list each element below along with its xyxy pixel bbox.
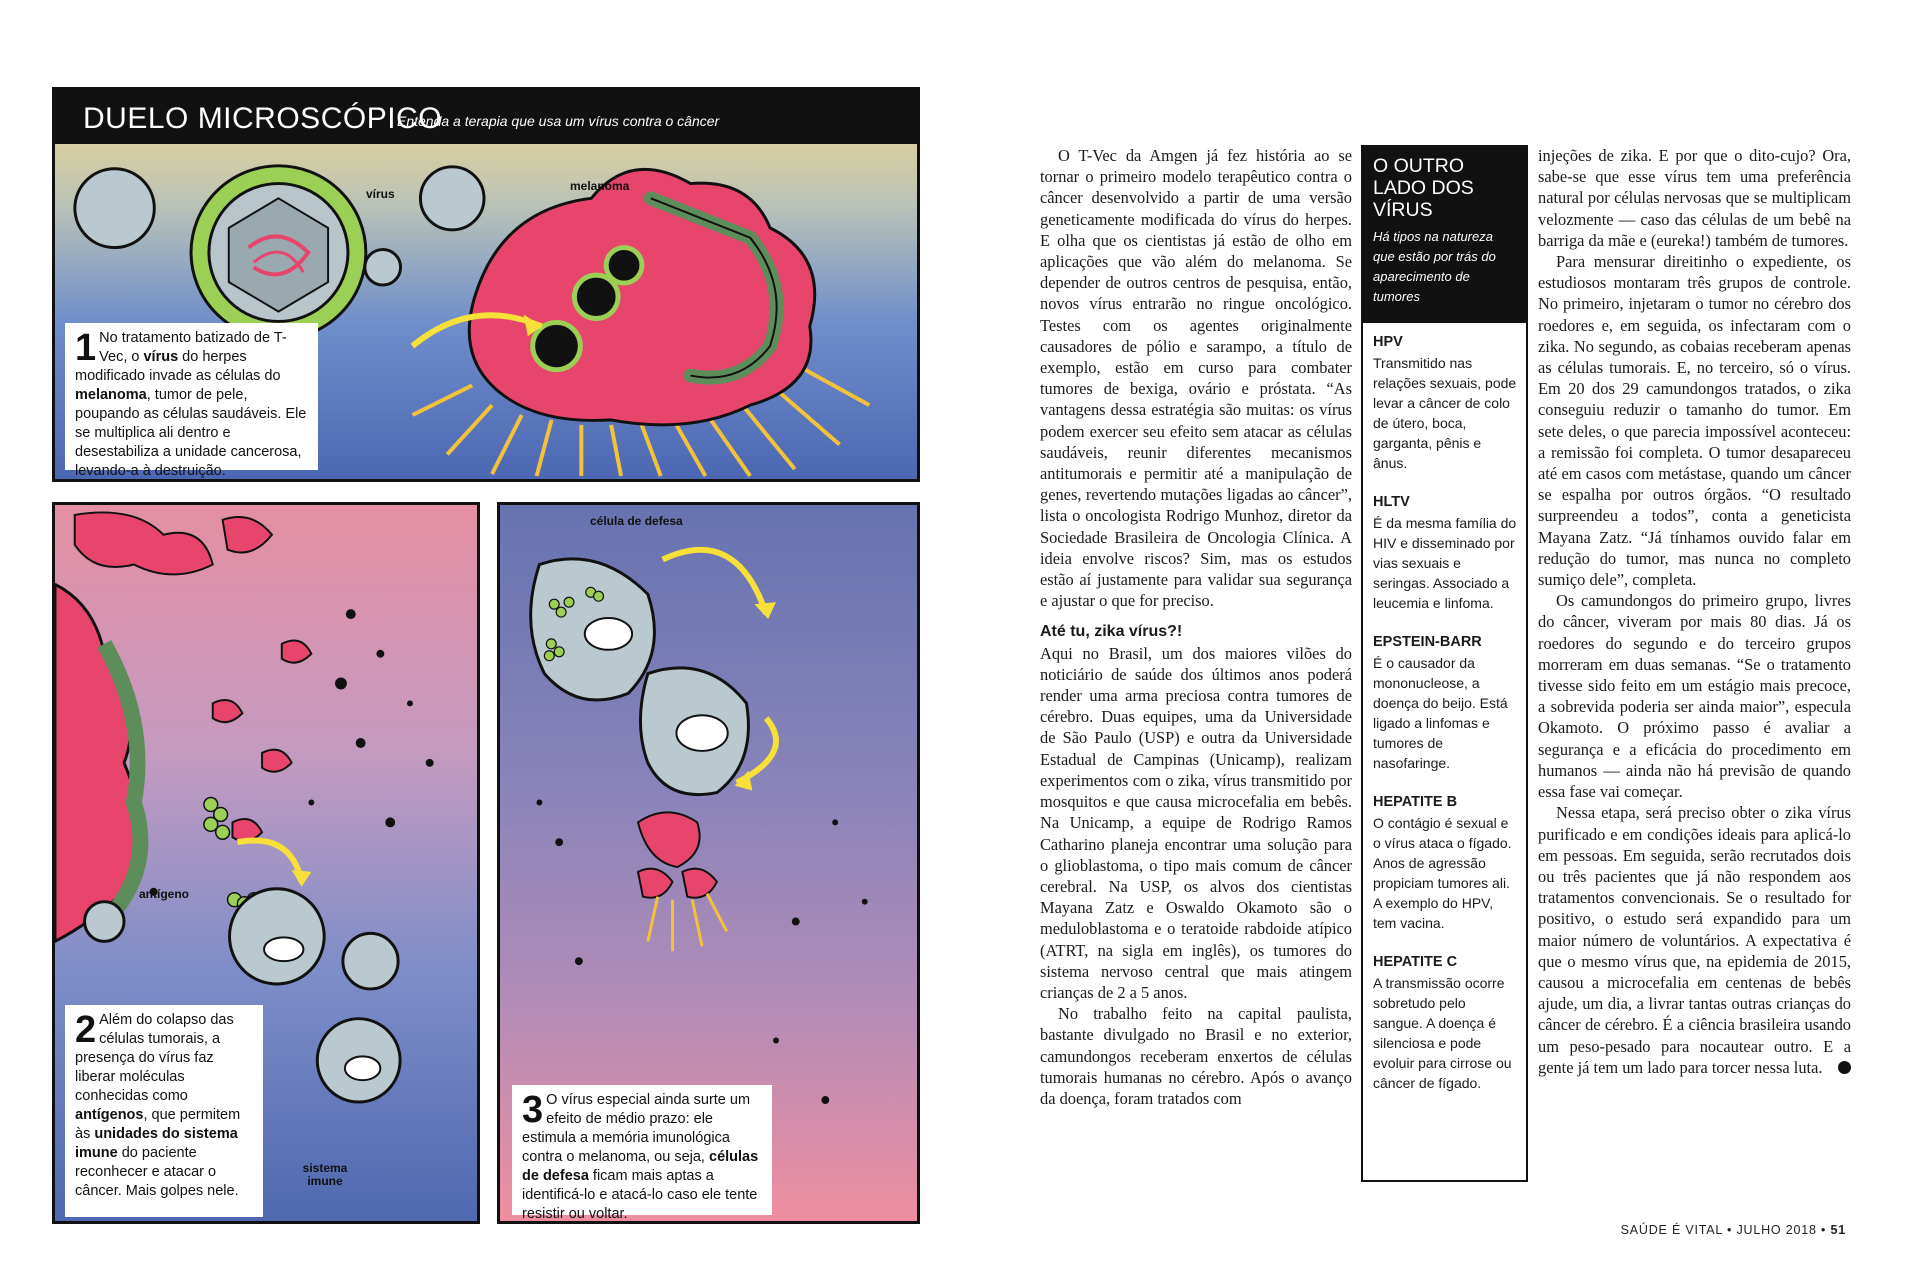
issue-date: JULHO 2018	[1736, 1223, 1817, 1237]
virus-description: Transmitido nas relações sexuais, pode levar a câncer de colo de útero, boca, garganta, pênis e ânus.	[1373, 355, 1517, 471]
virus-name: HEPATITE C	[1373, 954, 1458, 970]
sidebar-item	[1373, 333, 1518, 473]
panel-1-caption-text	[75, 327, 307, 479]
infographic-header	[55, 90, 917, 144]
step-number: 1	[75, 327, 97, 369]
sidebar-header	[1363, 147, 1526, 323]
article-paragraph: O T-Vec da Amgen já fez história ao se tornar o primeiro modelo terapêutico contra o câncer desenvolvido a partir de uma versão geneticamente modificada do vírus do herpes. E olha que os cientistas já estão de olho em aplicações que vão além do melanoma. Se depender de outros centros de pesquisa, então, novos vírus entrarão no ringue oncológico. Testes com os agentes originalmente causadores de pólio e sarampo, a título de exemplo, estão em curso para combater tumores de bexiga, ovário e próstata. “As vantagens dessa estratégia são muitas: os vírus podem exercer seu efeito sem atacar as células saudáveis, reunir diferentes mecanismos antitumorais e permitir até a manipulação de genes, revertendo mutações ligadas ao câncer”, lista o oncologista Rodrigo Munhoz, diretor da Sociedade Brasileira de Oncologia Clínica. A ideia envolve riscos? Sim, mas os estudos estão aí justamente para validar sua segurança e ajustar o que for preciso.	[1040, 146, 1352, 611]
panel-2-caption	[65, 1005, 263, 1217]
sidebar-item	[1373, 793, 1518, 933]
article-paragraph: injeções de zika. E por que o dito-cujo? Ora, sabe-se que esse vírus tem uma preferência natural por células nervosas que se multiplicam velozmente — caso das células de um bebê na barriga da mãe e (eureka!) também de tumores.	[1538, 146, 1851, 250]
antigen-cluster	[204, 798, 261, 911]
caption-text: do herpes modificado invade as células do	[75, 349, 281, 384]
separator-bullet: •	[1727, 1223, 1733, 1237]
defense-cell-label: célula de defesa	[590, 514, 683, 528]
sidebar-box	[1361, 145, 1528, 1182]
step-number: 2	[75, 1009, 97, 1051]
caption-emphasis: antígenos	[75, 1107, 144, 1123]
virus-label: vírus	[366, 187, 395, 201]
caption-text: O vírus especial ainda surte um efeito de médio prazo: ele estimula a memória imunológica contra o melanoma, ou seja,	[522, 1092, 751, 1165]
sidebar-subtitle: Há tipos na natureza que estão por trás do aparecimento de tumores	[1373, 229, 1496, 304]
caption-emphasis: unidades do sistema imune	[75, 1126, 238, 1161]
sidebar-item	[1373, 493, 1518, 613]
sidebar-title: O OUTRO LADO DOS VÍRUS	[1373, 155, 1474, 221]
virus-illustration	[191, 166, 366, 339]
panel-3-caption	[512, 1085, 772, 1222]
sidebar-item	[1373, 633, 1518, 773]
separator-bullet: •	[1821, 1223, 1827, 1237]
panel-1-caption	[65, 323, 318, 479]
end-mark-icon	[1838, 1061, 1851, 1074]
virus-description: É da mesma família do HIV e disseminado por vias sexuais e seringas. Associado a leucemia e linfoma.	[1373, 515, 1517, 611]
step-number: 3	[522, 1089, 544, 1131]
panel-2-caption-text	[75, 1009, 241, 1199]
defense-cells	[531, 559, 749, 795]
virus-description: O contágio é sexual e o vírus ataca o fígado. Anos de agressão propiciam tumores ali. A exemplo do HPV, tem vacina.	[1373, 815, 1512, 931]
magazine-name: SAÚDE É VITAL	[1620, 1223, 1723, 1237]
article-paragraph: No trabalho feito na capital paulista, bastante divulgado no Brasil e no exterior, camundongos receberam enxertos de células tumorais humanas no cérebro. Após o avanço da doença, foram tratados com	[1040, 1004, 1352, 1108]
virus-name: HPV	[1373, 334, 1403, 350]
melanoma-tumor	[413, 169, 870, 476]
virus-name: HLTV	[1373, 494, 1410, 510]
panel-3-caption-text	[522, 1089, 759, 1222]
infographic-title: DUELO MICROSCÓPICO	[83, 102, 443, 135]
article-subhead: Até tu, zika vírus?!	[1040, 623, 1183, 641]
caption-text: , que permitem às	[75, 1107, 241, 1142]
virus-description: A transmissão ocorre sobretudo pelo sangue. A doença é silenciosa e pode evoluir para cirrose ou câncer de fígado.	[1373, 975, 1512, 1091]
infographic-panel-2	[52, 502, 480, 1224]
virus-name: EPSTEIN-BARR	[1373, 634, 1482, 650]
caption-text: ficam mais aptas a identificá-lo e atacá-lo caso ele tente resistir ou voltar.	[522, 1168, 758, 1222]
virus-name: HEPATITE B	[1373, 794, 1458, 810]
sidebar-item	[1373, 953, 1518, 1093]
immune-system-label: sistema imune	[302, 1161, 348, 1188]
melanoma-label: melanoma	[570, 179, 630, 193]
article-paragraph	[1538, 802, 1851, 1078]
article-paragraph: Aqui no Brasil, um dos maiores vilões do noticiário de saúde dos últimos anos poderá render uma arma preciosa contra tumores de cérebro. Duas equipes, uma da Universidade de São Paulo (USP) e outra da Universidade Estadual de Campinas (Unicamp), realizam experimentos com o zika, vírus transmitido por mosquitos e que causa microcefalia em bebês. Na Unicamp, a equipe de Rodrigo Ramos Catharino planeja encontrar uma solução para o glioblastoma, o tipo mais comum de câncer cerebral. Na USP, os alvos dos cientistas Mayana Zatz e Oswaldo Okamoto são o meduloblastoma e o teratoide rabdoide atípico (ATRT, na sigla em inglês), os tumores do sistema nervoso central que mais atingem crianças de 2 a 5 anos.	[1040, 643, 1352, 1002]
infographic-panel-1	[52, 87, 920, 482]
article-column-1	[1040, 145, 1352, 1109]
sidebar-list	[1363, 323, 1526, 1093]
infographic-subtitle: Entenda a terapia que usa um vírus contra o câncer	[397, 113, 720, 129]
caption-emphasis: melanoma	[75, 387, 147, 403]
caption-text: , tumor de pele, poupando as células saudáveis. Ele se multiplica ali dentro e desestabiliza a unidade cancerosa, levando-a à destruição.	[75, 387, 307, 479]
caption-emphasis: células de defesa	[522, 1149, 759, 1184]
article-paragraph: Para mensurar direitinho o expediente, os estudiosos montaram três grupos de controle. No primeiro, injetaram o tumor no cérebro dos roedores e, em seguida, os infectaram com o zika. No segundo, as cobaias receberam apenas as células tumorais. E, no terceiro, só o vírus. Em 20 dos 29 camundongos tratados, o zika conseguiu reduzir o tamanho do tumor. Em sete deles, o que parecia impossível aconteceu: a remissão foi completa. O tumor desapareceu até em casos com metástase, quando um câncer se espalha por outros órgãos. “O resultado surpreendeu a todos”, conta a geneticista Mayana Zatz. “Já tínhamos ouvido falar em redução do tumor, mas nunca no completo sumiço dele”, completa.	[1538, 252, 1851, 590]
page-number: 51	[1830, 1223, 1846, 1237]
page-footer	[1621, 1223, 1846, 1237]
caption-text: Além do colapso das células tumorais, a presença do vírus faz liberar moléculas conhecidas como	[75, 1012, 234, 1104]
article-paragraph: Os camundongos do primeiro grupo, livres do câncer, viveram por mais 80 dias. Já os roedores do segundo e do terceiro grupos morreram em duas semanas. “Se o tratamento tivesse sido feito em um estágio mais precoce, a sobrevida poderia ser ainda maior”, especula Okamoto. O próximo passo é avaliar a segurança e a eficácia do procedimento em humanos — ainda não há previsão de quando essa fase vai começar.	[1538, 591, 1851, 802]
caption-text: do paciente reconhecer e atacar o câncer. Mais golpes nele.	[75, 1145, 239, 1199]
infographic-panel-3	[497, 502, 920, 1224]
caption-text: No tratamento batizado de T-Vec, o	[99, 330, 287, 365]
virus-description: É o causador da mononucleose, a doença do beijo. Está ligado a linfomas e tumores de nasofaringe.	[1373, 655, 1508, 771]
article-paragraph-text: Nessa etapa, será preciso obter o zika vírus purificado e em condições ideais para aplicá-lo em pessoas. Em seguida, serão recrutados dois ou três pacientes que já não respondem aos tratamentos convencionais. Se o resultado for positivo, o estudo será expandido para um maior número de voluntários. A expectativa é que o mesmo vírus que, na epidemia de 2015, causou a microcefalia em centenas de bebês ajude, um dia, a livrar tantas outras crianças do câncer de cérebro. É a ciência brasileira usando um peso-pesado para nocautear outro. E a gente já tem um lado para torcer nessa luta.	[1538, 803, 1851, 1077]
caption-emphasis: vírus	[143, 349, 179, 365]
antigen-label: antígeno	[139, 887, 189, 901]
destroyed-tumor	[638, 812, 717, 897]
article-column-3	[1538, 145, 1851, 1078]
